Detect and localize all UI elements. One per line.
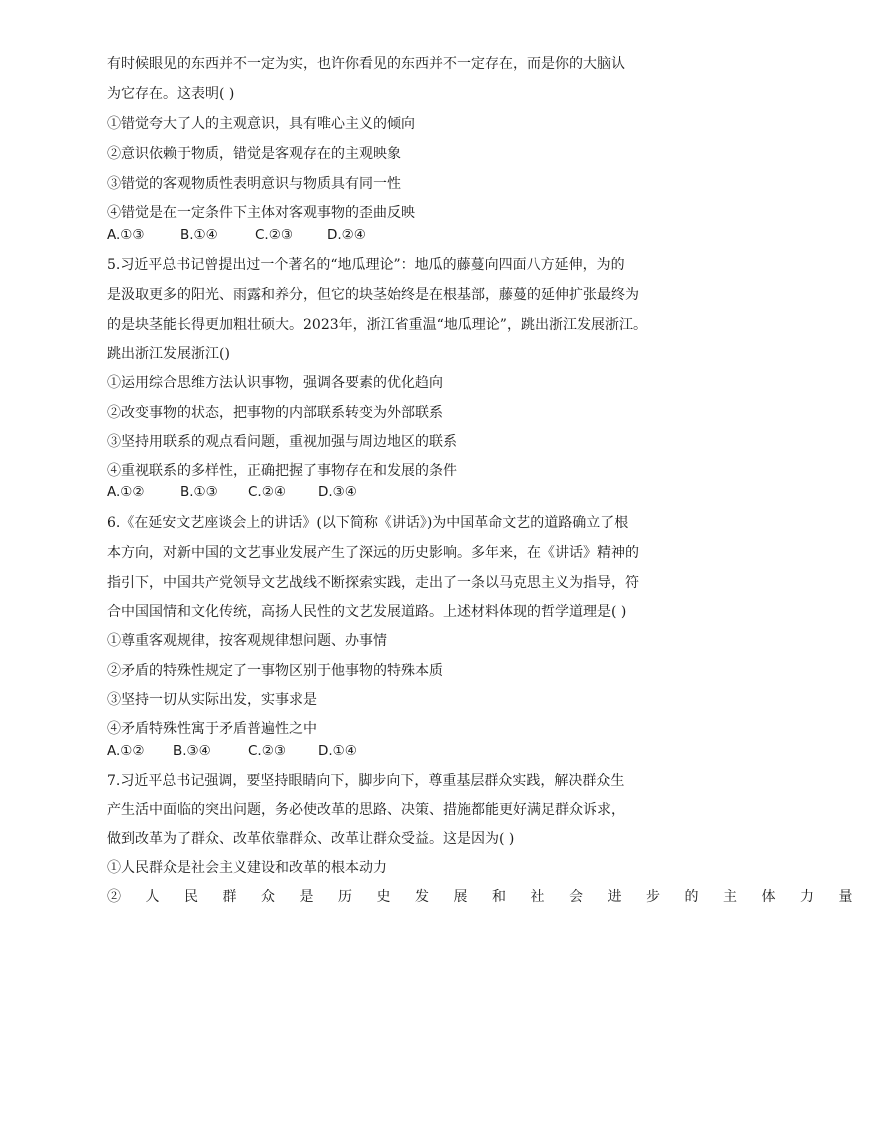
question-4-option-4: ④错觉是在一定条件下主体对客观事物的歪曲反映	[107, 205, 415, 221]
question-5-stem-line-3: 的是块茎能长得更加粗壮硕大。2023年，浙江省重温“地瓜理论”，跳出浙江发展浙江。	[107, 317, 647, 333]
question-6-option-1: ①尊重客观规律，按客观规律想问题、办事情	[107, 633, 387, 649]
question-7-stem-line-3: 做到改革为了群众、改革依靠群众、改革让群众受益。这是因为( )	[107, 831, 515, 847]
question-6-option-2: ②矛盾的特殊性规定了一事物区别于他事物的特殊本质	[107, 663, 443, 679]
question-6-stem-line-4: 合中国国情和文化传统，高扬人民性的文艺发展道路。上述材料体现的哲学道理是( )	[107, 604, 627, 620]
question-7-option-2: ②人民群众是历史发展和社会进步的主体力量	[107, 889, 877, 905]
question-5-option-2: ②改变事物的状态，把事物的内部联系转变为外部联系	[107, 405, 443, 421]
question-7-option-1: ①人民群众是社会主义建设和改革的根本动力	[107, 860, 387, 876]
question-6-stem-line-2: 本方向，对新中国的文艺事业发展产生了深远的历史影响。多年来，在《讲话》精神的	[107, 545, 639, 561]
question-5-stem-line-2: 是汲取更多的阳光、雨露和养分，但它的块茎始终是在根基部，藤蔓的延伸扩张最终为	[107, 287, 639, 303]
choice-c: C.②③	[248, 743, 286, 759]
choice-c: C.②④	[248, 484, 286, 500]
question-4-stem-line-2: 为它存在。这表明( )	[107, 86, 235, 102]
question-6-stem-line-1: 6.《在延安文艺座谈会上的讲话》(以下简称《讲话》)为中国革命文艺的道路确立了根	[107, 515, 629, 531]
choice-d: D.②④	[327, 227, 366, 243]
question-7-stem-line-1: 7.习近平总书记强调，要坚持眼睛向下，脚步向下，尊重基层群众实践，解决群众生	[107, 773, 625, 789]
question-6-option-4: ④矛盾特殊性寓于矛盾普遍性之中	[107, 721, 317, 737]
question-7-stem-line-2: 产生活中面临的突出问题，务必使改革的思路、决策、措施都能更好满足群众诉求，	[107, 802, 625, 818]
question-4-option-1: ①错觉夸大了人的主观意识，具有唯心主义的倾向	[107, 116, 415, 132]
choice-b: B.①③	[180, 484, 218, 500]
choice-b: B.①④	[180, 227, 218, 243]
choice-d: D.③④	[318, 484, 357, 500]
question-6-stem-line-3: 指引下，中国共产党领导文艺战线不断探索实践，走出了一条以马克思主义为指导，符	[107, 575, 639, 591]
choice-d: D.①④	[318, 743, 357, 759]
choice-c: C.②③	[255, 227, 293, 243]
question-4-option-3: ③错觉的客观物质性表明意识与物质具有同一性	[107, 176, 401, 192]
question-5-stem-line-1: 5.习近平总书记曾提出过一个著名的“地瓜理论”：地瓜的藤蔓向四面八方延伸，为的	[107, 257, 625, 273]
question-4-option-2: ②意识依赖于物质，错觉是客观存在的主观映象	[107, 146, 401, 162]
question-6-option-3: ③坚持一切从实际出发，实事求是	[107, 692, 317, 708]
question-4-stem-line-1: 有时候眼见的东西并不一定为实，也许你看见的东西并不一定存在，而是你的大脑认	[107, 56, 625, 72]
question-5-stem-line-4: 跳出浙江发展浙江()	[107, 346, 230, 362]
choice-a: A.①②	[107, 743, 145, 759]
choice-b: B.③④	[173, 743, 211, 759]
question-5-option-3: ③坚持用联系的观点看问题，重视加强与周边地区的联系	[107, 434, 457, 450]
question-5-option-1: ①运用综合思维方法认识事物，强调各要素的优化趋向	[107, 375, 443, 391]
choice-a: A.①③	[107, 227, 145, 243]
question-5-option-4: ④重视联系的多样性，正确把握了事物存在和发展的条件	[107, 463, 457, 479]
choice-a: A.①②	[107, 484, 145, 500]
